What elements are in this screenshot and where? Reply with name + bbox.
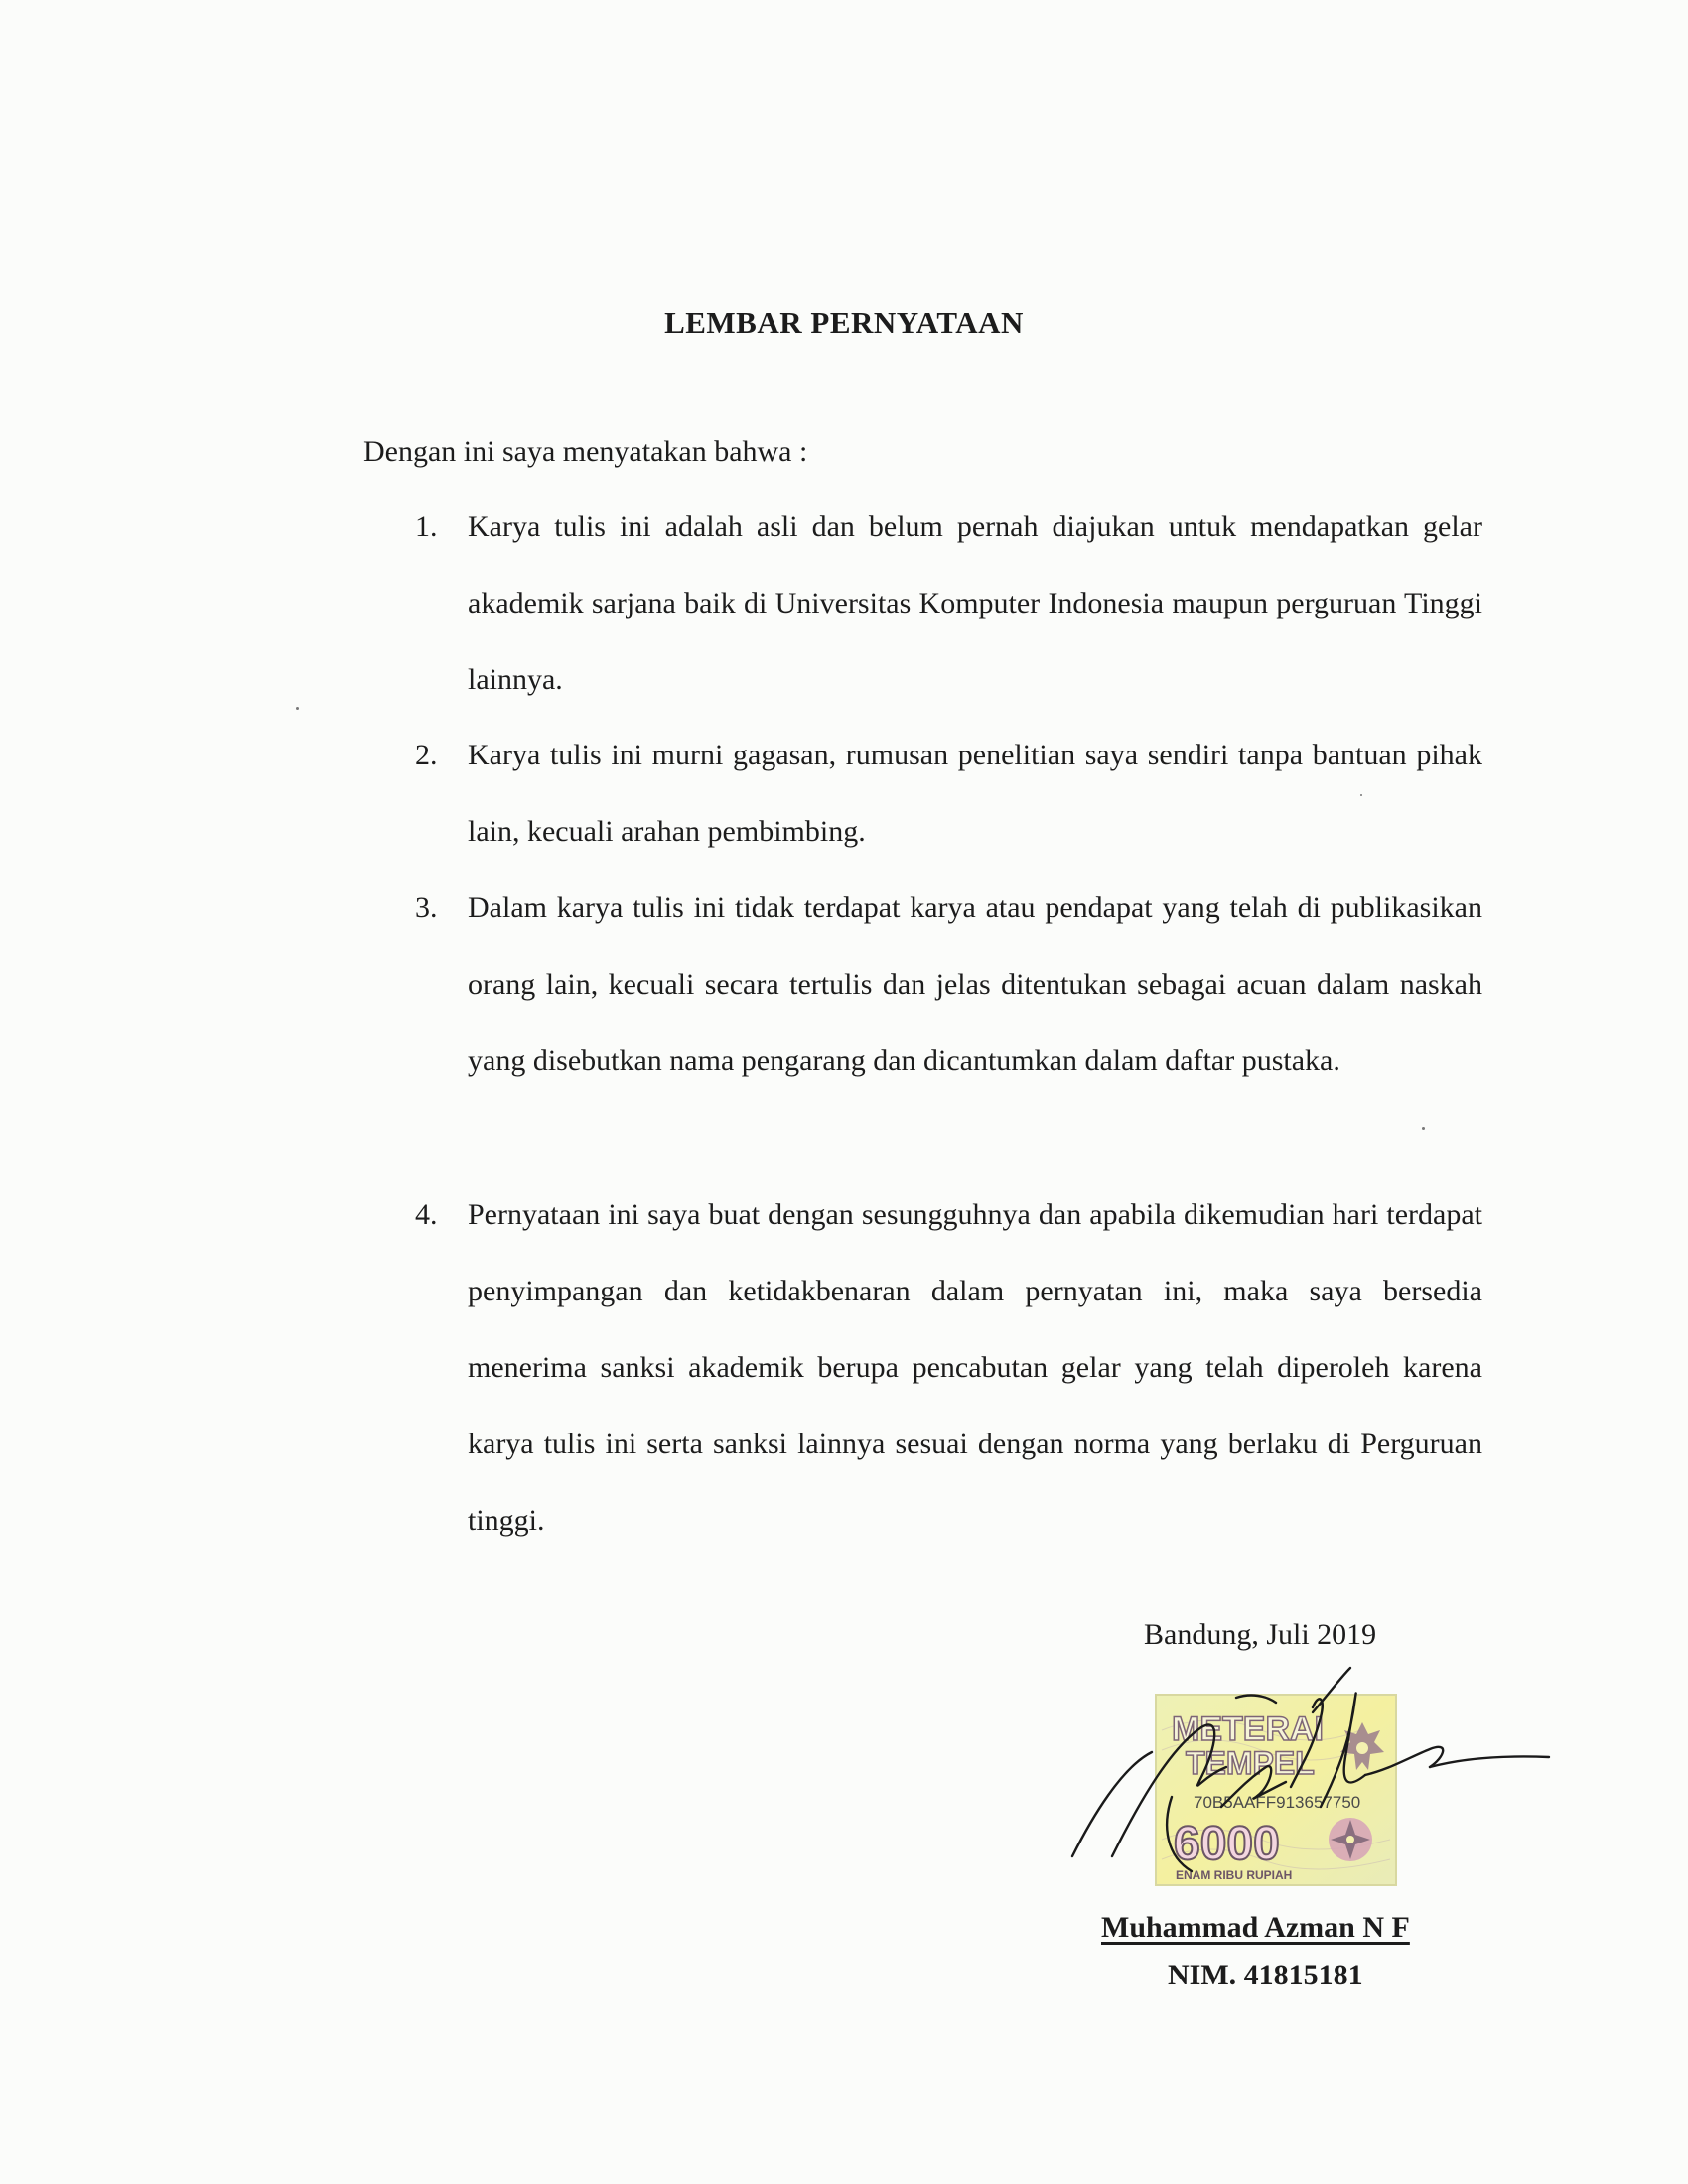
handwritten-signature <box>1053 1658 1589 1936</box>
list-item-text: Karya tulis ini murni gagasan, rumusan penelitian saya sendiri tanpa bantuan pihak lain, kecuali arahan pembimbing. <box>468 739 1482 848</box>
list-item-number: 3. <box>415 891 438 924</box>
list-item-number: 2. <box>415 739 438 771</box>
list-item-text: Dalam karya tulis ini tidak terdapat karya atau pendapat yang telah di publikasikan orang lain, kecuali secara tertulis dan jelas ditentukan sebagai acuan dalam naskah yang disebutkan nama pengarang dan dicantumkan dalam daftar pustaka. <box>468 891 1482 1077</box>
stamp-line1: METERAI <box>1172 1710 1324 1748</box>
document-title: LEMBAR PERNYATAAN <box>664 305 1024 340</box>
scan-speck <box>296 707 299 710</box>
signer-name: Muhammad Azman N F <box>1101 1911 1410 1944</box>
stamp-value-text: ENAM RIBU RUPIAH <box>1176 1868 1293 1882</box>
stamp-line2: TEMPEL <box>1186 1745 1315 1781</box>
scan-speck <box>1422 1127 1425 1130</box>
list-item-number: 1. <box>415 510 438 543</box>
stamp-value: 6000 <box>1174 1818 1280 1870</box>
list-item-text: Karya tulis ini adalah asli dan belum pernah diajukan untuk mendapatkan gelar akademik sarjana baik di Universitas Komputer Indonesia maupun perguruan Tinggi lainnya. <box>468 510 1482 696</box>
place-date: Bandung, Juli 2019 <box>1144 1618 1377 1651</box>
list-item-number: 4. <box>415 1198 438 1231</box>
signer-id: NIM. 41815181 <box>1168 1959 1363 1991</box>
stamp-serial: 70B5AAFF913657750 <box>1194 1793 1361 1812</box>
list-item-text: Pernyataan ini saya buat dengan sesungguhnya dan apabila dikemudian hari terdapat penyimpangan dan ketidakbenaran dalam pernyatan ini, maka saya bersedia menerima sanksi akademik berupa pencabutan gelar yang telah diperoleh karena karya tulis ini serta sanksi lainnya sesuai dengan norma yang berlaku di Perguruan tinggi. <box>468 1198 1482 1537</box>
scan-speck <box>1360 794 1362 796</box>
intro-text: Dengan ini saya menyatakan bahwa : <box>363 435 808 468</box>
